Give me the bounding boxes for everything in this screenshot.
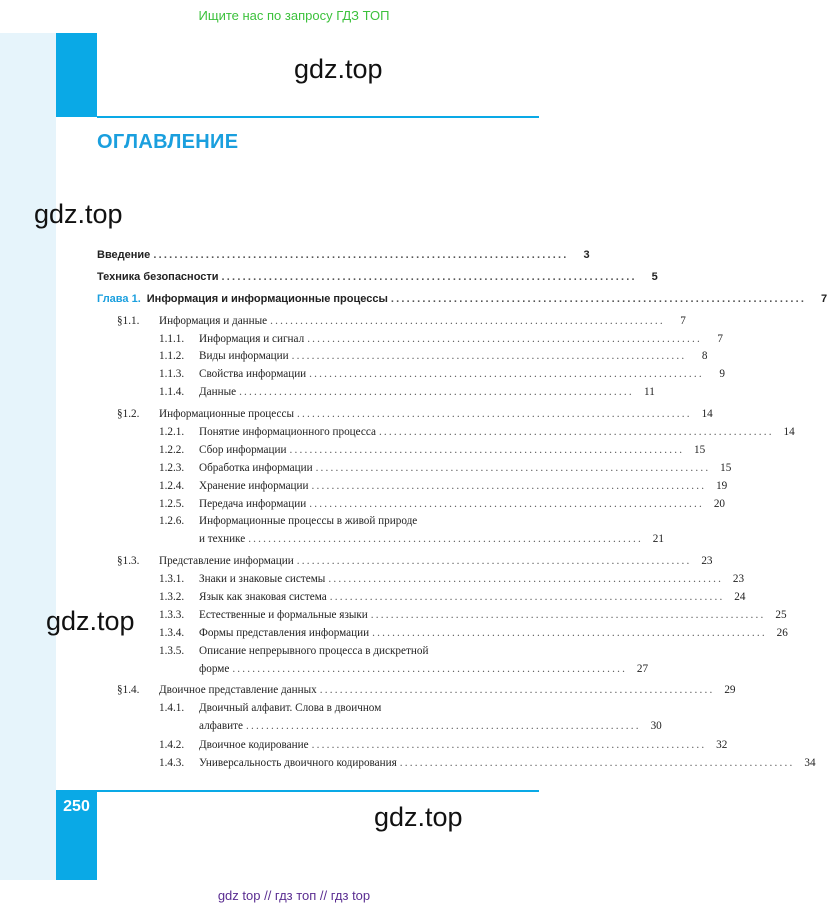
toc-entry-subsection bbox=[97, 461, 732, 480]
leader-dots: ............................................................................... bbox=[221, 270, 637, 283]
bottom-rule bbox=[97, 790, 539, 792]
toc-label: Язык как знаковая система bbox=[199, 591, 327, 604]
toc-label: Естественные и формальные языки bbox=[199, 608, 368, 621]
leader-dots: ............................................................................... bbox=[378, 426, 774, 439]
toc-label: Данные bbox=[199, 386, 237, 399]
subsection-number: 1.1.1. bbox=[159, 332, 185, 345]
toc-page: 14 bbox=[701, 408, 713, 421]
toc-label: Информационные процессы bbox=[159, 408, 294, 421]
toc-label: Хранение информации bbox=[199, 479, 309, 492]
toc-page: 20 bbox=[713, 497, 725, 510]
leader-dots: ............................................................................... bbox=[296, 555, 692, 568]
leader-dots: ............................................................................... bbox=[239, 386, 634, 399]
subsection-number: 1.3.1. bbox=[159, 573, 185, 586]
leader-dots: ............................................................................... bbox=[309, 368, 704, 381]
toc-label: Формы представления информации bbox=[199, 626, 370, 639]
top-rule bbox=[97, 116, 539, 118]
subsection-number: 1.4.3. bbox=[159, 757, 185, 770]
subsection-number: 1.3.2. bbox=[159, 591, 185, 604]
toc-entry-subsection bbox=[97, 426, 795, 444]
leader-dots: ............................................................................... bbox=[309, 497, 704, 510]
toc-entry-subsection bbox=[97, 479, 728, 498]
toc-page: 15 bbox=[694, 443, 706, 456]
chapter-number: Глава 1. bbox=[97, 292, 141, 305]
toc-entry-subsection bbox=[97, 386, 655, 404]
page-number: 250 bbox=[63, 798, 90, 815]
subsection-number: 1.2.6. bbox=[159, 515, 185, 528]
toc-entry-safety bbox=[97, 270, 658, 289]
toc-entry-chapter-1 bbox=[97, 292, 828, 311]
toc-label: Свойства информации bbox=[199, 368, 307, 381]
toc-entry-section bbox=[97, 555, 713, 573]
leader-dots: ............................................................................... bbox=[291, 350, 687, 363]
toc-page: 7 bbox=[680, 314, 686, 327]
toc-entry-continuation bbox=[97, 720, 662, 738]
leader-dots: ............................................................................... bbox=[246, 720, 641, 733]
toc-page: 7 bbox=[820, 292, 828, 305]
section-number: §1.4. bbox=[117, 684, 140, 697]
toc-entry-subsection bbox=[97, 497, 725, 516]
section-number: §1.3. bbox=[117, 555, 140, 568]
subsection-number: 1.3.5. bbox=[159, 644, 185, 657]
left-margin-band bbox=[0, 33, 56, 880]
toc-label: Информация и информационные процессы bbox=[146, 292, 388, 305]
toc-label: Понятие информационного процесса bbox=[199, 426, 376, 439]
toc-entry-subsection bbox=[97, 702, 541, 720]
toc-label: Техника безопасности bbox=[97, 270, 219, 283]
leader-dots: ............................................................................... bbox=[270, 314, 665, 327]
toc-entry-section bbox=[97, 314, 686, 333]
subsection-number: 1.1.4. bbox=[159, 386, 185, 399]
watermark: gdz.top bbox=[374, 802, 463, 832]
section-number: §1.2. bbox=[117, 408, 140, 421]
toc-page: 9 bbox=[719, 368, 725, 381]
watermark: gdz.top bbox=[34, 199, 123, 229]
subsection-number: 1.3.3. bbox=[159, 608, 185, 621]
toc-label: Введение bbox=[97, 249, 151, 261]
leader-dots: ............................................................................... bbox=[370, 608, 766, 621]
toc-entry-subsection bbox=[97, 608, 787, 627]
toc-entry-subsection bbox=[97, 757, 816, 775]
leader-dots: ............................................................................... bbox=[319, 684, 715, 697]
top-blue-block bbox=[56, 33, 97, 117]
subsection-number: 1.4.1. bbox=[159, 702, 185, 715]
toc-page: 30 bbox=[650, 720, 662, 733]
leader-dots: ............................................................................... bbox=[399, 757, 795, 770]
leader-dots: ............................................................................... bbox=[372, 626, 767, 639]
toc-entry-continuation bbox=[97, 662, 649, 681]
toc-page: 15 bbox=[720, 461, 732, 474]
subsection-number: 1.1.2. bbox=[159, 350, 185, 363]
footer-text: gdz top // гдз топ // гдз top bbox=[217, 888, 371, 903]
toc-label: Двоичный алфавит. Слова в двоичном bbox=[199, 702, 382, 715]
toc-page: 23 bbox=[732, 573, 745, 586]
leader-dots: ............................................................................... bbox=[307, 332, 702, 345]
toc-page: 27 bbox=[636, 662, 649, 675]
toc-label: Двоичное представление данных bbox=[159, 684, 317, 697]
toc-label: Информация и сигнал bbox=[199, 332, 305, 345]
toc-entry-subsection bbox=[97, 350, 708, 368]
toc-label: Универсальность двоичного кодирования bbox=[199, 757, 397, 770]
toc-label: Обработка информации bbox=[199, 461, 313, 474]
toc-entry-section bbox=[97, 684, 736, 702]
toc-page: 34 bbox=[804, 757, 816, 770]
toc-entry-subsection bbox=[97, 591, 746, 609]
leader-dots: ............................................................................... bbox=[289, 443, 685, 456]
toc-entry-continuation bbox=[97, 533, 664, 551]
watermark: gdz.top bbox=[46, 606, 135, 636]
toc-page: 23 bbox=[701, 555, 713, 568]
toc-entry-subsection bbox=[97, 739, 728, 757]
subsection-number: 1.2.3. bbox=[159, 461, 185, 474]
toc-label: Сбор информации bbox=[199, 443, 287, 456]
leader-dots: ............................................................................... bbox=[311, 739, 707, 752]
toc-page: 29 bbox=[724, 684, 736, 697]
subsection-number: 1.4.2. bbox=[159, 739, 185, 752]
toc-label: Информационные процессы в живой природе bbox=[199, 515, 418, 528]
toc-page: 32 bbox=[716, 739, 728, 752]
toc-page: 26 bbox=[776, 626, 788, 639]
toc-entry-subsection bbox=[97, 443, 706, 462]
toc-entry-subsection bbox=[97, 573, 745, 591]
subsection-number: 1.1.3. bbox=[159, 368, 185, 381]
toc-page: 14 bbox=[783, 426, 795, 439]
toc-entry-intro bbox=[97, 249, 590, 267]
subsection-number: 1.2.5. bbox=[159, 497, 185, 510]
toc-label: Двоичное кодирование bbox=[199, 739, 309, 752]
toc-page: 11 bbox=[644, 386, 655, 399]
toc-page: 24 bbox=[734, 591, 746, 604]
leader-dots: ............................................................................... bbox=[390, 292, 807, 305]
toc-label: Информация и данные bbox=[159, 314, 268, 327]
subsection-number: 1.2.1. bbox=[159, 426, 185, 439]
leader-dots: ............................................................................... bbox=[329, 591, 725, 604]
toc-label: и технике bbox=[199, 533, 246, 546]
leader-dots: ............................................................................... bbox=[328, 573, 724, 586]
leader-dots: ............................................................................... bbox=[153, 249, 569, 261]
toc-label: Передача информации bbox=[199, 497, 307, 510]
toc-page: 8 bbox=[701, 350, 708, 363]
toc-entry-section bbox=[97, 408, 713, 426]
toc-entry-subsection bbox=[97, 645, 541, 663]
toc-label: Виды информации bbox=[199, 350, 289, 363]
toc-page: 5 bbox=[651, 270, 658, 283]
leader-dots: ............................................................................... bbox=[296, 408, 692, 421]
toc-page: 21 bbox=[652, 533, 664, 546]
toc-label: форме bbox=[199, 662, 230, 675]
toc-entry-subsection bbox=[97, 626, 788, 645]
leader-dots: ............................................................................... bbox=[315, 461, 711, 474]
leader-dots: ............................................................................... bbox=[232, 662, 628, 675]
toc-entry-subsection bbox=[97, 332, 723, 351]
toc-label: Описание непрерывного процесса в дискретной bbox=[199, 644, 429, 657]
toc-label: Представление информации bbox=[159, 555, 294, 568]
watermark: gdz.top bbox=[294, 54, 383, 84]
top-banner: Ищите нас по запросу ГДЗ ТОП bbox=[198, 8, 390, 23]
table-of-contents bbox=[97, 249, 828, 775]
subsection-number: 1.3.4. bbox=[159, 626, 185, 639]
toc-page: 3 bbox=[583, 249, 590, 261]
toc-label: Знаки и знаковые системы bbox=[199, 573, 326, 586]
toc-label: алфавите bbox=[199, 720, 243, 733]
toc-entry-subsection bbox=[97, 368, 725, 386]
leader-dots: ............................................................................... bbox=[311, 479, 707, 492]
section-number: §1.1. bbox=[117, 314, 140, 327]
subsection-number: 1.2.4. bbox=[159, 479, 185, 492]
toc-page: 7 bbox=[717, 332, 723, 345]
toc-page: 19 bbox=[716, 479, 728, 492]
toc-page: 25 bbox=[775, 608, 787, 621]
page-title: ОГЛАВЛЕНИЕ bbox=[97, 131, 239, 153]
leader-dots: ............................................................................... bbox=[248, 533, 643, 546]
toc-entry-subsection bbox=[97, 515, 541, 533]
subsection-number: 1.2.2. bbox=[159, 443, 185, 456]
